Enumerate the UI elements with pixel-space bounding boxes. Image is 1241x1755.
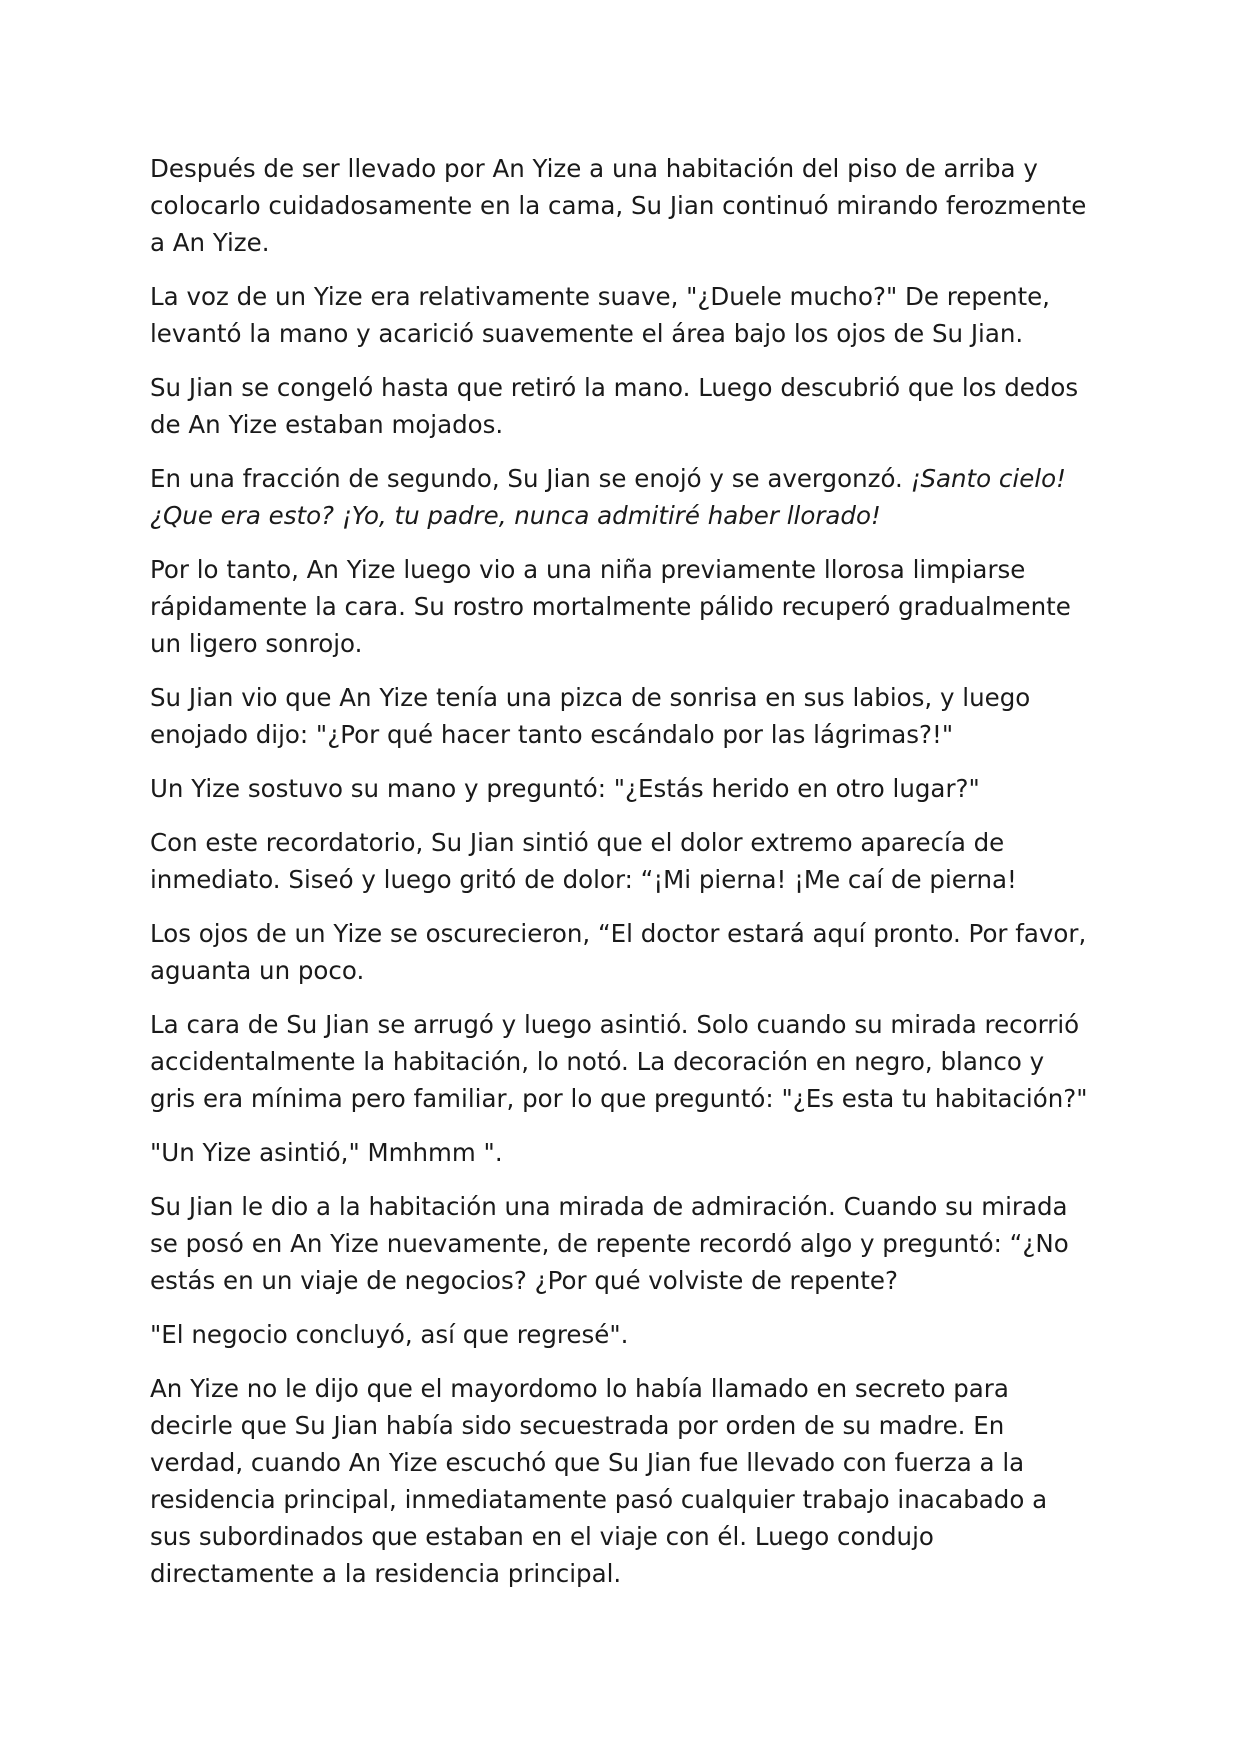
paragraph-text: La cara de Su Jian se arrugó y luego asintió. Solo cuando su mirada recorrió accidentalmente la habitación, lo notó. La decoración en negro, blanco y gris era mínima pero familiar, por lo que preguntó: "¿Es esta tu habitación?" [150,1010,1088,1113]
paragraph-4 [150,460,1090,534]
paragraph-10 [150,1006,1090,1117]
paragraph-6 [150,679,1090,753]
paragraph-1 [150,150,1090,261]
paragraph-text: Su Jian vio que An Yize tenía una pizca de sonrisa en sus labios, y luego enojado dijo: "¿Por qué hacer tanto escándalo por las lágrimas?!" [150,683,1031,749]
paragraph-text: Con este recordatorio, Su Jian sintió que el dolor extremo aparecía de inmediato. Siseó y luego gritó de dolor: “¡Mi pierna! ¡Me caí de pierna! [150,828,1017,894]
paragraph-11 [150,1134,1090,1171]
paragraph-7 [150,770,1090,807]
paragraph-italic-thought: ¡Santo cielo! ¿Que era esto? ¡Yo, tu padre, nunca admitiré haber llorado! [150,464,1066,530]
paragraph-5 [150,551,1090,662]
paragraph-text: La voz de un Yize era relativamente suave, "¿Duele mucho?" De repente, levantó la mano y acarició suavemente el área bajo los ojos de Su Jian. [150,282,1050,348]
paragraph-text: An Yize no le dijo que el mayordomo lo había llamado en secreto para decirle que Su Jian había sido secuestrada por orden de su madre. En verdad, cuando An Yize escuchó que Su Jian fue llevado con fuerza a la residencia principal, inmediatamente pasó cualquier trabajo inacabado a sus subordinados que estaban en el viaje con él. Luego condujo directamente a la residencia principal. [150,1374,1048,1588]
paragraph-text: Después de ser llevado por An Yize a una habitación del piso de arriba y colocarlo cuidadosamente en la cama, Su Jian continuó mirando ferozmente a An Yize. [150,154,1087,257]
paragraph-9 [150,915,1090,989]
paragraph-13 [150,1316,1090,1353]
paragraph-text: Por lo tanto, An Yize luego vio a una niña previamente llorosa limpiarse rápidamente la cara. Su rostro mortalmente pálido recuperó gradualmente un ligero sonrojo. [150,555,1071,658]
paragraph-text: Un Yize sostuvo su mano y preguntó: "¿Estás herido en otro lugar?" [150,774,980,803]
paragraph-8 [150,824,1090,898]
paragraph-3 [150,369,1090,443]
paragraph-text: "El negocio concluyó, así que regresé". [150,1320,629,1349]
document-body [150,150,1090,1609]
paragraph-text: En una fracción de segundo, Su Jian se enojó y se avergonzó. [150,464,911,493]
paragraph-14 [150,1370,1090,1592]
paragraph-text: Su Jian se congeló hasta que retiró la mano. Luego descubrió que los dedos de An Yize estaban mojados. [150,373,1079,439]
paragraph-text: Su Jian le dio a la habitación una mirada de admiración. Cuando su mirada se posó en An Yize nuevamente, de repente recordó algo y preguntó: “¿No estás en un viaje de negocios? ¿Por qué volviste de repente? [150,1192,1069,1295]
paragraph-2 [150,278,1090,352]
paragraph-text: Los ojos de un Yize se oscurecieron, “El doctor estará aquí pronto. Por favor, aguanta un poco. [150,919,1087,985]
paragraph-text: "Un Yize asintió," Mmhmm ". [150,1138,503,1167]
paragraph-12 [150,1188,1090,1299]
